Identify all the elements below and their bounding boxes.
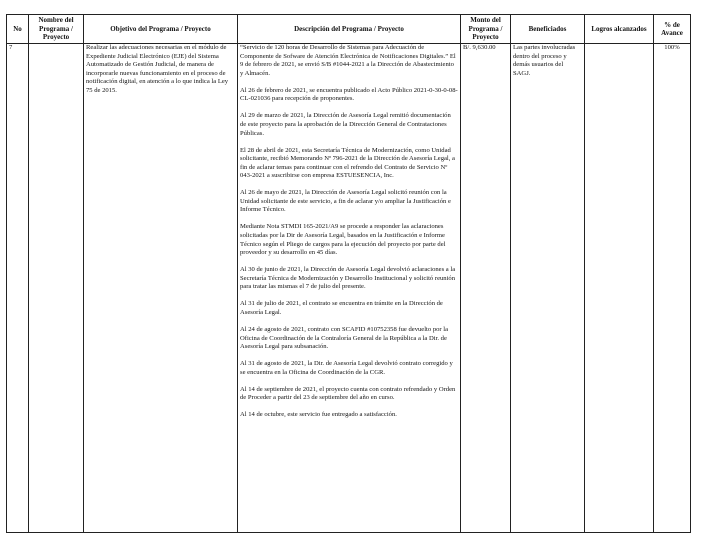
header-beneficiados: Beneficiados	[511, 15, 585, 44]
cell-monto: B/. 9,630.00	[461, 44, 511, 533]
description-paragraph: “Servicio de 120 horas de Desarrollo de Sistemas para Adecuación de Componente de Sofware de Atención Electrónica de Notificaciones Digitales.” El 9 de febrero de 2021, se envió S/B #1044-2021 a la Dirección de Abastecimiento y Almacén.	[240, 44, 456, 77]
description-paragraph: Al 29 de marzo de 2021, la Dirección de Asesoría Legal remitió documentación de este proyecto para la aprobación de la Dirección General de Contrataciones Públicas.	[240, 112, 451, 137]
cell-beneficiados: Las partes involucradas dentro del proceso y demás usuarios del SAGJ.	[511, 44, 585, 533]
cell-descripcion	[238, 44, 461, 533]
header-avance: % de Avance	[654, 15, 691, 44]
table-row	[7, 44, 691, 533]
header-logros: Logros alcanzados	[585, 15, 654, 44]
description-paragraph: Al 26 de febrero de 2021, se encuentra publicado el Acto Público 2021-0-30-0-08-CL-021036 para recepción de proponentes.	[240, 86, 458, 103]
header-row	[7, 15, 691, 44]
description-paragraph: Al 24 de agosto de 2021, contrato con SCAFID #10752358 fue devuelto por la Oficina de Coordinación de la Contraloría General de la República a la Dir. de Asesoría Legal para subsanación.	[240, 325, 449, 351]
header-no: No	[7, 15, 29, 44]
description-paragraph: El 28 de abril de 2021, esta Secretaría Técnica de Modernización, como Unidad solicitante, recibió Memorando Nº 796-2021 de la Dirección de Asesoría Legal, a fin de aclarar temas para continuar con el refrendo del Contrato de Servicio Nº 043-2021 a suscribirse con empresa ESTUESENCIA, Inc.	[240, 146, 455, 180]
description-paragraph: Al 31 de julio de 2021, el contrato se encuentra en trámite en la Dirección de Asesoría Legal.	[240, 300, 443, 316]
cell-objetivo: Realizar las adecuaciones necesarias en el módulo de Expediente Judicial Electrónico (EJE) del Sistema Automatizado de Gestión Judicial, de manera de incorporarle nuevas funcionamiento en el proceso de notificación digital, en atención a lo que indica la Ley 75 de 2015.	[84, 44, 238, 533]
cell-avance: 100%	[654, 44, 691, 533]
description-paragraph: Al 14 de septiembre de 2021, el proyecto cuenta con contrato refrendado y Orden de Proceder a partir del 23 de septiembre del año en curso.	[240, 385, 456, 402]
header-monto: Monto del Programa / Proyecto	[461, 15, 511, 44]
description-paragraph: Mediante Nota STMDI 165-2021/A9 se procede a responder las aclaraciones solicitadas por la Dir de Asesoría Legal, basados en la Justificación e Informe Técnico según el Pliego de cargos para la ejecución del proyecto por parte del proveedor y su desarrollo en 45 días.	[240, 223, 446, 257]
header-nombre: Nombre del Programa / Proyecto	[29, 15, 84, 44]
description-paragraph: Al 31 de agosto de 2021, la Dir. de Asesoría Legal devolvió contrato corregido y se encuentra en la Oficina de Coordinación de la CGR.	[240, 360, 453, 376]
header-descripcion: Descripción del Programa / Proyecto	[238, 15, 461, 44]
header-objetivo: Objetivo del Programa / Proyecto	[84, 15, 238, 44]
description-paragraph: Al 14 de octubre, este servicio fue entregado a satisfacción.	[240, 411, 397, 419]
projects-table	[6, 14, 691, 533]
cell-nombre	[29, 44, 84, 533]
description-paragraph: Al 30 de junio de 2021, la Dirección de Asesoría Legal devolvió aclaraciones a la Secretaría Técnica de Modernización y Desarrollo Institucional y solicitó reunión para tratar las mismas el 7 de julio del presente.	[240, 266, 456, 291]
description-paragraph: Al 26 de mayo de 2021, la Dirección de Asesoría Legal solicitó reunión con la Unidad solicitante de este servicio, a fin de aclarar y/o ampliar la Justificación e Informe Técnico.	[240, 189, 451, 214]
cell-logros	[585, 44, 654, 533]
cell-no: 7	[7, 44, 29, 533]
